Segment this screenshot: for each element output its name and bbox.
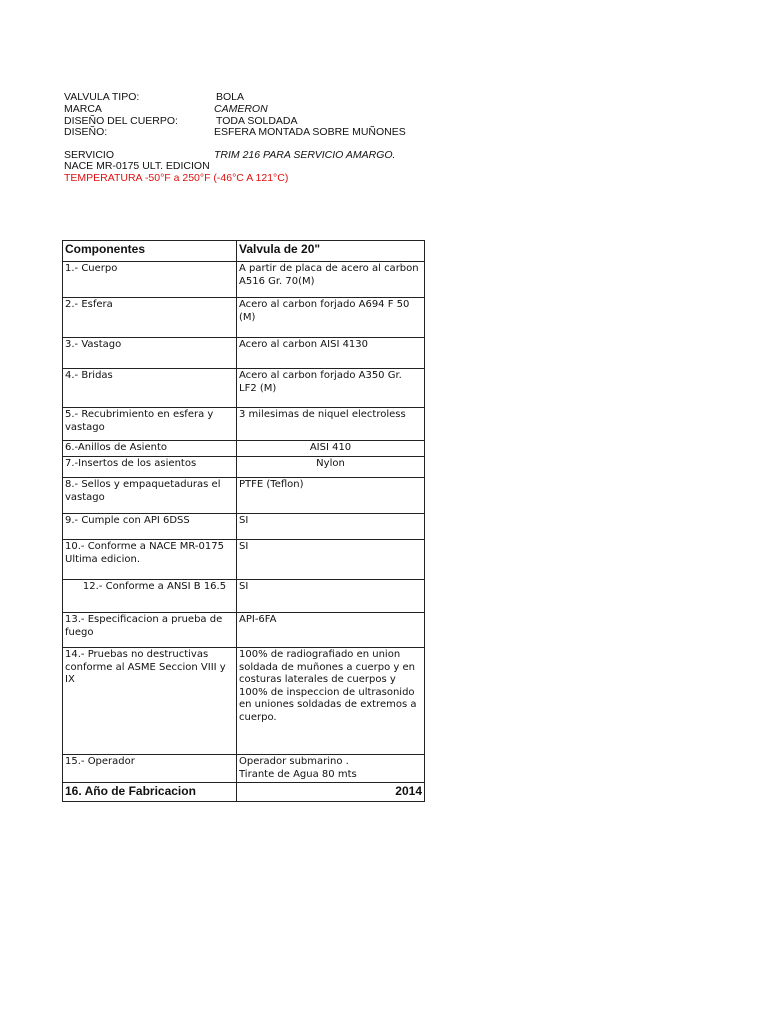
diseno-cuerpo-label: DISEÑO DEL CUERPO:: [64, 115, 178, 127]
value-cell: A partir de placa de acero al carbon A516 Gr. 70(M): [237, 262, 425, 298]
table-row: [63, 441, 425, 457]
marca-value: CAMERON: [214, 103, 268, 115]
nace-line: NACE MR-0175 ULT. EDICION: [64, 160, 210, 172]
marca-label: MARCA: [64, 103, 102, 115]
component-cell: 10.- Conforme a NACE MR-0175 Ultima edicion.: [63, 540, 237, 580]
table-header-row: [63, 241, 425, 262]
value-cell: Acero al carbon forjado A694 F 50 (M): [237, 298, 425, 338]
table-row: [63, 613, 425, 648]
component-cell: 2.- Esfera: [63, 298, 237, 338]
component-cell: 16. Año de Fabricacion: [63, 783, 237, 802]
operador-line-1: Operador submarino .: [239, 756, 349, 767]
value-cell: [237, 755, 425, 783]
table-row: [63, 478, 425, 514]
value-cell: 100% de radiografiado en union soldada de muñones a cuerpo y en costuras laterales de cuerpos y 100% de inspeccion de ultrasonido en uniones soldadas de extremos a cuerpo.: [237, 648, 425, 755]
table-row: [63, 408, 425, 441]
component-cell: 8.- Sellos y empaquetaduras el vastago: [63, 478, 237, 514]
component-cell: 6.-Anillos de Asiento: [63, 441, 237, 457]
table-row: [63, 457, 425, 478]
table-row: [63, 648, 425, 755]
diseno-cuerpo-value: TODA SOLDADA: [216, 115, 298, 127]
component-cell: 13.- Especificacion a prueba de fuego: [63, 613, 237, 648]
value-cell: 3 milesimas de niquel electroless: [237, 408, 425, 441]
component-cell: 12.- Conforme a ANSI B 16.5: [63, 580, 237, 613]
valvula-tipo-label: VALVULA TIPO:: [64, 91, 140, 103]
temperatura-line: TEMPERATURA -50°F a 250°F (-46°C A 121°C): [64, 172, 289, 184]
table-row: [63, 338, 425, 369]
table-row: [63, 540, 425, 580]
component-cell: 5.- Recubrimiento en esfera y vastago: [63, 408, 237, 441]
value-cell: SI: [237, 580, 425, 613]
component-cell: 4.- Bridas: [63, 369, 237, 408]
table-row: [63, 514, 425, 540]
value-cell: Acero al carbon AISI 4130: [237, 338, 425, 369]
table-row: [63, 369, 425, 408]
value-cell: SI: [237, 514, 425, 540]
servicio-value: TRIM 216 PARA SERVICIO AMARGO.: [214, 149, 396, 161]
component-cell: 1.- Cuerpo: [63, 262, 237, 298]
value-cell: API-6FA: [237, 613, 425, 648]
table-row: [63, 783, 425, 802]
col-header-componentes: Componentes: [63, 241, 237, 262]
value-cell: Acero al carbon forjado A350 Gr. LF2 (M): [237, 369, 425, 408]
value-cell: Nylon: [237, 457, 425, 478]
col-header-valvula: Valvula de 20": [237, 241, 425, 262]
component-cell: 15.- Operador: [63, 755, 237, 783]
diseno-value: ESFERA MONTADA SOBRE MUÑONES: [214, 126, 406, 138]
table-row: [63, 580, 425, 613]
component-cell: 3.- Vastago: [63, 338, 237, 369]
value-cell: SI: [237, 540, 425, 580]
table-row: [63, 755, 425, 783]
value-cell: 2014: [237, 783, 425, 802]
table-row: [63, 298, 425, 338]
component-cell: 9.- Cumple con API 6DSS: [63, 514, 237, 540]
component-cell: 14.- Pruebas no destructivas conforme al ASME Seccion VIII y IX: [63, 648, 237, 755]
servicio-label: SERVICIO: [64, 149, 114, 161]
valvula-tipo-value: BOLA: [216, 91, 245, 103]
table-row: [63, 262, 425, 298]
diseno-label: DISEÑO:: [64, 126, 108, 138]
operador-line-2: Tirante de Agua 80 mts: [239, 768, 357, 780]
component-cell: 7.-Insertos de los asientos: [63, 457, 237, 478]
value-cell: AISI 410: [237, 441, 425, 457]
value-cell: PTFE (Teflon): [237, 478, 425, 514]
components-table: [62, 240, 425, 802]
